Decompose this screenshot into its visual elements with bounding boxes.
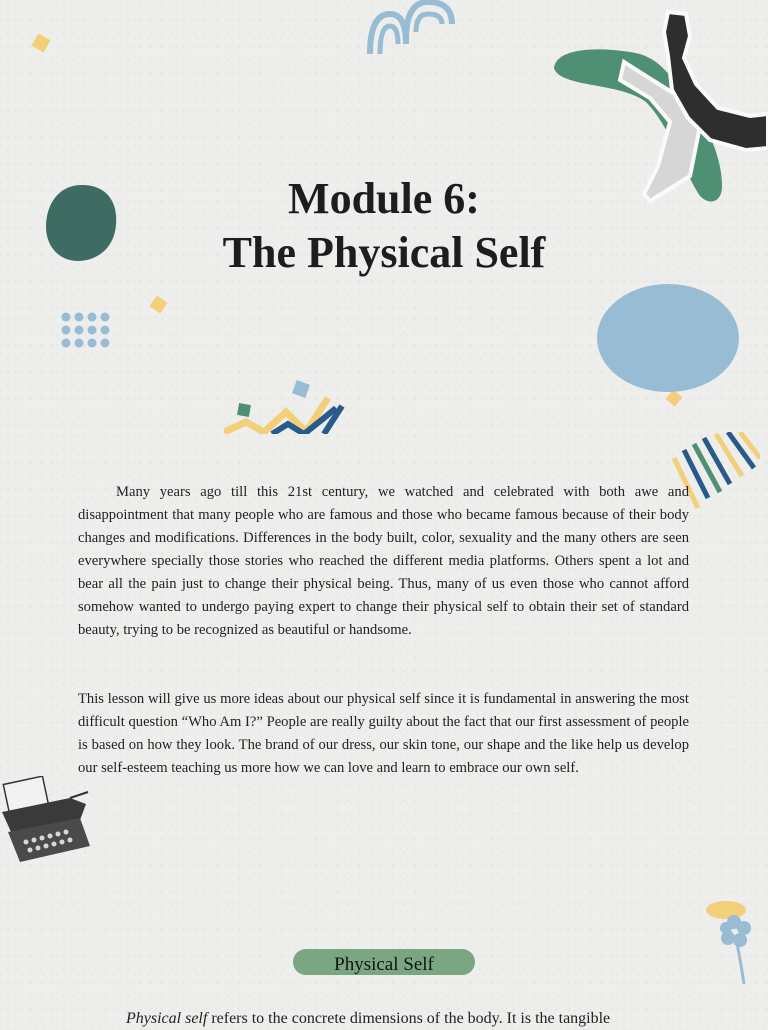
page-title xyxy=(0,172,768,280)
section-heading-badge xyxy=(293,949,475,975)
dot-grid-icon xyxy=(60,311,116,351)
section-heading-label: Physical Self xyxy=(334,954,434,975)
diamond-icon xyxy=(149,295,167,313)
flower-icon xyxy=(704,898,768,986)
lesson-paragraph: This lesson will give us more ideas about our physical self since it is fundamental in answering the most difficult question “Who Am I?” People are really guilty about the fact that our first assessment of people is based on how they look. The brand of our dress, our skin tone, our shape and the like help us develop our self-esteem teaching us more how we can love and learn to embrace our own self. xyxy=(78,691,689,776)
title-line-1: Module 6: xyxy=(288,174,480,223)
definition-text: refers to the concrete dimensions of the body. It is the tangible xyxy=(207,1010,611,1027)
definition-line xyxy=(126,1008,686,1030)
definition-term: Physical self xyxy=(126,1010,208,1027)
intro-paragraph: Many years ago till this 21st century, we watched and celebrated with both awe and disappointment that many people who are famous and those who became famous because of their body changes and modifications. Differences in the body built, color, sexuality and the many others are seen everywhere specially those stories who reached the different media platforms. Others spent a lot and bear all the pain just to change their physical being. Thus, many of us even those who cannot afford somehow wanted to undergo paying expert to change their physical self to obtain their set of standard beauty, trying to be recognized as beautiful or handsome. xyxy=(78,484,689,638)
diamond-icon xyxy=(31,33,50,52)
zigzag-stripes-icon xyxy=(224,378,348,434)
arches-icon xyxy=(366,0,456,56)
blue-speech-bubble-icon xyxy=(594,282,742,400)
title-line-2: The Physical Self xyxy=(222,228,546,277)
typewriter-image xyxy=(0,776,92,866)
